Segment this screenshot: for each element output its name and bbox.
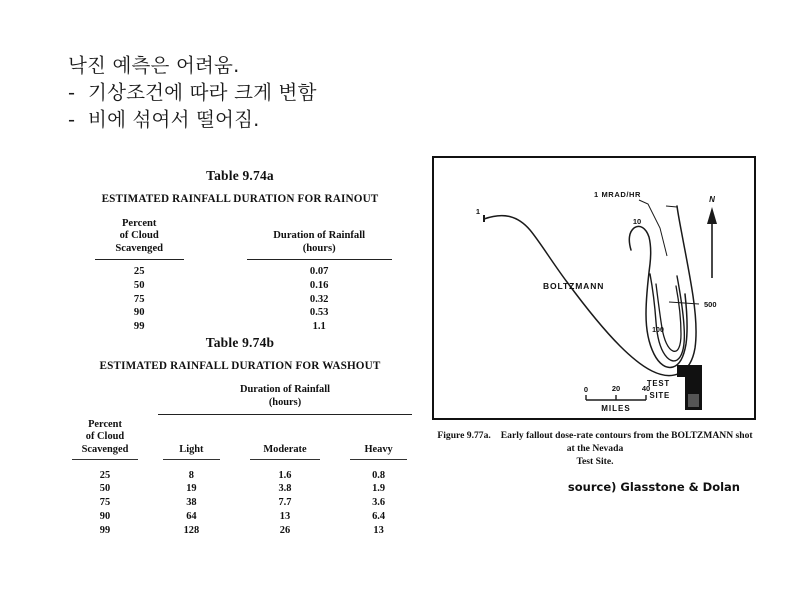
cell-light: 64	[186, 510, 197, 522]
cell-percent: 99	[133, 321, 145, 333]
table-rainout	[60, 218, 420, 334]
table-b-col1-header-l3: Scavenged	[81, 443, 129, 455]
cell-heavy: 0.8	[372, 469, 386, 481]
table-b-span-header	[150, 383, 420, 409]
figure-caption-line-2: Test Site.	[576, 456, 614, 467]
table-row	[60, 496, 420, 510]
cell-percent: 50	[133, 279, 145, 291]
table-b-col1-header-l2: of Cloud	[85, 431, 125, 443]
cell-moderate: 3.8	[278, 483, 292, 495]
table-b-rule-heavy	[337, 456, 420, 463]
leader-line-mrad	[666, 206, 677, 207]
cell-percent: 75	[99, 497, 111, 509]
table-b-rule-row	[60, 456, 420, 463]
table-a-col2-header-l1: Duration of Rainfall	[273, 230, 366, 242]
scale-unit-label: MILES	[601, 404, 631, 413]
cell-percent: 75	[133, 293, 145, 305]
table-row	[60, 320, 420, 334]
table-row	[60, 482, 420, 496]
shot-name-label: BOLTZMANN	[543, 281, 605, 291]
table-b-caption: ESTIMATED RAINFALL DURATION FOR WASHOUT	[99, 359, 381, 372]
table-a-body	[60, 264, 420, 334]
figure-caption-line-1: Early fallout dose-rate contours from the BOLTZMANN shot at the Nevada	[500, 430, 753, 454]
north-label: N	[709, 195, 715, 204]
cell-moderate: 7.7	[278, 497, 292, 509]
cell-light: 19	[186, 483, 197, 495]
cell-light: 8	[188, 469, 194, 481]
scale-tick-label-0: 0	[583, 385, 589, 394]
contour-label-100: 100	[652, 327, 664, 334]
table-a-col1-header	[60, 218, 218, 257]
heading-line-1: 낙진 예측은 어려움.	[68, 54, 240, 77]
test-site-label-line2: SITE	[649, 391, 670, 400]
cell-percent: 90	[133, 307, 145, 319]
table-b-col1-header-l1: Percent	[88, 419, 122, 431]
table-b-sub-rule-spacer	[60, 409, 150, 418]
contour-label-500: 500	[704, 300, 717, 309]
table-b-sub-rule-row	[60, 409, 420, 418]
table-a-col1-header-l1: Percent	[121, 218, 157, 229]
table-a-header-row	[60, 218, 420, 257]
figure-caption	[432, 429, 758, 468]
scale-tick-label-40: 40	[641, 384, 651, 393]
test-site-marker-cap	[677, 365, 702, 377]
table-b-subheader-light: Light	[179, 444, 204, 456]
contour-label-1: 1	[475, 207, 481, 216]
table-a-rule-left	[60, 257, 218, 264]
table-a-col2-header-l2: (hours)	[302, 242, 336, 254]
table-row	[60, 523, 420, 537]
table-b-span-header-l2: (hours)	[268, 396, 302, 408]
figure-number: Figure 9.77a.	[437, 430, 491, 441]
table-b-span-header-l1: Duration of Rainfall	[239, 384, 331, 396]
cell-percent: 25	[133, 265, 145, 277]
fallout-map-svg	[434, 158, 753, 417]
test-site-marker-inner	[688, 394, 699, 407]
cell-duration: 0.53	[309, 307, 329, 319]
table-b-rule-light	[150, 456, 233, 463]
table-b-body	[60, 383, 420, 537]
cell-percent: 50	[99, 483, 111, 495]
table-b-col1-header	[60, 418, 150, 457]
table-a-col2-header	[218, 218, 420, 257]
table-row	[60, 278, 420, 292]
heading-line-2: - 기상조건에 따라 크게 변함	[68, 81, 317, 104]
scale-tick-label-20: 20	[611, 384, 621, 393]
test-site-label-line1: TEST	[646, 379, 670, 388]
cell-heavy: 1.9	[372, 483, 386, 495]
table-row	[60, 292, 420, 306]
table-row	[60, 264, 420, 278]
tables-column	[60, 168, 420, 537]
table-a-col1-header-l3: Scavenged	[115, 242, 164, 254]
table-b-sub-rule	[150, 409, 420, 418]
figure-source: source) Glasstone & Dolan	[567, 480, 740, 494]
contour-path-500	[656, 284, 681, 351]
table-b-span-header-row	[60, 383, 420, 409]
table-a-caption: ESTIMATED RAINFALL DURATION FOR RAINOUT	[101, 193, 379, 205]
heading-line-3: - 비에 섞여서 떨어짐.	[68, 108, 260, 131]
table-b-span-spacer	[60, 383, 150, 409]
table-a-rule-right	[218, 257, 420, 264]
cell-moderate: 26	[279, 524, 291, 536]
cell-light: 128	[183, 524, 200, 536]
cell-duration: 0.32	[309, 293, 329, 305]
cell-heavy: 3.6	[372, 497, 386, 509]
cell-duration: 1.1	[312, 321, 326, 333]
cell-heavy: 13	[373, 524, 384, 536]
table-b-rule-moderate	[233, 456, 337, 463]
unit-label-mrad: 1 MRAD/HR	[594, 190, 642, 199]
cell-percent: 25	[99, 469, 111, 481]
cell-percent: 99	[99, 524, 111, 536]
fallout-map-frame	[432, 156, 756, 420]
table-a-rule-row	[60, 257, 420, 264]
cell-duration: 0.16	[309, 279, 329, 291]
figure-panel	[432, 156, 758, 494]
cell-percent: 90	[99, 510, 111, 522]
cell-heavy: 6.4	[372, 510, 386, 522]
cell-moderate: 13	[279, 510, 291, 522]
table-b-rule-percent	[60, 456, 150, 463]
slide-heading	[68, 52, 468, 133]
table-b-header-row	[60, 418, 420, 457]
table-row	[60, 509, 420, 523]
cell-moderate: 1.6	[278, 469, 292, 481]
table-a-number: Table 9.74a	[206, 168, 274, 183]
table-b-subheader-heavy: Heavy	[364, 444, 393, 456]
table-a-col1-header-l2: of Cloud	[119, 230, 159, 242]
table-row	[60, 468, 420, 482]
table-b-subheader-moderate: Moderate	[263, 444, 307, 456]
cell-light: 38	[186, 497, 197, 509]
north-arrow-head	[707, 207, 717, 224]
cell-duration: 0.07	[309, 265, 329, 277]
table-row	[60, 306, 420, 320]
contour-label-10: 10	[632, 217, 642, 226]
table-washout	[60, 383, 420, 537]
table-b-number: Table 9.74b	[205, 334, 275, 350]
